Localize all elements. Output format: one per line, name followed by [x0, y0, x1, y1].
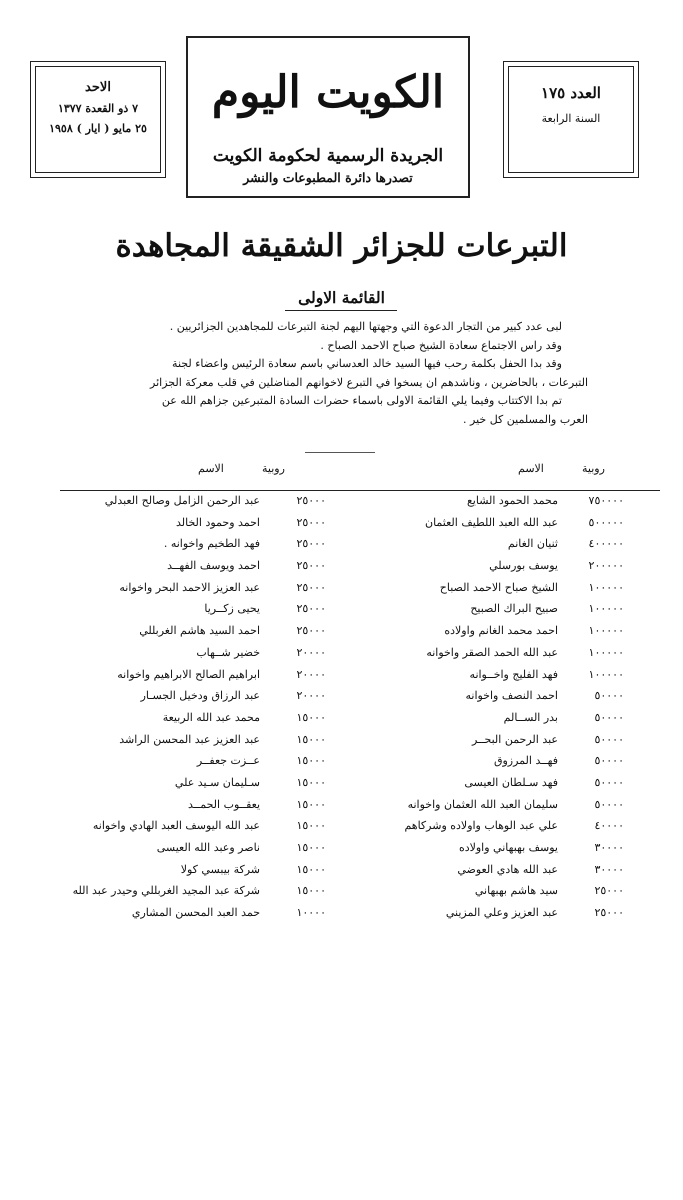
table-row	[60, 646, 326, 668]
donor-name: فهــد المرزوق	[493, 754, 558, 768]
donor-name: محمد عبد الله الربيعة	[162, 710, 260, 724]
donation-amount: ١٥٠٠٠	[296, 862, 326, 876]
table-row	[60, 494, 326, 516]
donor-name: عبد الله العبد اللطيف العثمان	[425, 515, 558, 529]
donor-name: عبد الله الحمد الصقر واخوانه	[426, 645, 558, 659]
table-row	[380, 906, 624, 928]
donor-name: فهد الطخيم واخوانه .	[163, 537, 260, 551]
donation-amount: ٢٥٠٠٠	[594, 906, 624, 920]
issue-year: السنة الرابعة	[541, 112, 601, 125]
donation-amount: ١٥٠٠٠	[296, 710, 326, 724]
donation-amount: ٥٠٠٠٠٠	[588, 515, 624, 529]
donor-list-right	[380, 494, 624, 928]
table-row	[60, 668, 326, 690]
donor-name: الشيخ صباح الاحمد الصباح	[439, 580, 558, 594]
donation-amount: ١٥٠٠٠	[296, 754, 326, 768]
donor-name: صبيح البراك الصبيح	[470, 602, 558, 616]
donor-name: فهد الفليج واخــوانه	[469, 667, 558, 681]
donor-name: يحيى زكــريا	[204, 602, 260, 616]
masthead-subtitle: الجريدة الرسمية لحكومة الكويت	[212, 146, 444, 166]
table-row	[60, 884, 326, 906]
donor-name: عبد العزيز الاحمد البحر واخوانه	[119, 580, 260, 594]
donation-amount: ١٥٠٠٠	[296, 884, 326, 898]
donor-name: عبد الله اليوسف العبد الهادي واخوانه	[92, 819, 260, 833]
newspaper-logo: الكويت اليوم	[211, 67, 445, 118]
donation-amount: ١٥٠٠٠	[296, 819, 326, 833]
table-row	[60, 754, 326, 776]
donation-amount: ١٠٠٠٠٠	[588, 624, 624, 638]
intro-line: تم بدا الاكتتاب وفيما يلي القائمة الاولى باسماء حضرات السادة المتبرعين جزاهم الله عن	[161, 394, 562, 408]
table-row	[380, 559, 624, 581]
table-row	[60, 733, 326, 755]
donor-name: سيد هاشم بهبهاني	[474, 884, 558, 898]
donor-name: شركة عبد المجيد الغربللي وحيدر عبد الله	[72, 884, 260, 898]
table-row	[60, 516, 326, 538]
donation-amount: ١٠٠٠٠٠	[588, 602, 624, 616]
masthead-publisher: تصدرها دائرة المطبوعات والنشر	[243, 170, 413, 185]
donation-amount: ٣٠٠٠٠	[594, 862, 624, 876]
intro-line: وقد بدا الحفل بكلمة رحب فيها السيد خالد العدساني باسم سعادة الرئيس واعضاء لجنة	[172, 357, 562, 371]
donation-amount: ٢٠٠٠٠	[296, 645, 326, 659]
donation-amount: ٢٥٠٠٠	[296, 559, 326, 573]
table-row	[380, 494, 624, 516]
donation-amount: ٤٠٠٠٠٠	[588, 537, 624, 551]
subheading: القائمة الاولى	[298, 288, 385, 307]
table-row	[60, 624, 326, 646]
donation-amount: ٢٥٠٠٠	[296, 624, 326, 638]
donation-amount: ٢٥٠٠٠	[296, 602, 326, 616]
donation-amount: ٢٥٠٠٠	[296, 537, 326, 551]
donation-amount: ٧٥٠٠٠٠	[588, 494, 624, 507]
table-row	[380, 624, 624, 646]
table-row	[380, 602, 624, 624]
donor-name: خضير شــهاب	[196, 645, 260, 659]
table-row	[60, 863, 326, 885]
donor-name: عبد الله هادي العوضي	[457, 862, 558, 876]
donation-amount: ٣٠٠٠٠	[594, 841, 624, 854]
donor-name: سـليمان سـيد علي	[174, 775, 260, 789]
masthead	[186, 36, 470, 198]
donation-amount: ٥٠٠٠٠	[594, 775, 624, 789]
name-header-left: الاسم	[198, 462, 224, 475]
headline: التبرعات للجزائر الشقيقة المجاهدة	[115, 228, 568, 264]
issue-box	[503, 61, 639, 178]
table-row	[60, 559, 326, 581]
table-row	[380, 581, 624, 603]
intro-line: العرب والمسلمين كل خير .	[463, 412, 588, 426]
intro-text	[104, 318, 588, 430]
table-row	[60, 602, 326, 624]
date-box	[30, 61, 166, 178]
donation-amount: ١٠٠٠٠٠	[588, 667, 624, 681]
table-row	[380, 668, 624, 690]
table-row	[380, 798, 624, 820]
donation-amount: ٢٠٠٠٠	[296, 667, 326, 681]
table-row	[60, 776, 326, 798]
donation-amount: ١٥٠٠٠	[296, 841, 326, 854]
table-row	[60, 689, 326, 711]
table-row	[380, 711, 624, 733]
donor-name: محمد الحمود الشايع	[466, 494, 558, 507]
issue-number: العدد ١٧٥	[541, 84, 601, 102]
table-row	[380, 754, 624, 776]
intro-line: لبى عدد كبير من التجار الدعوة التي وجهتها اليهم لجنة التبرعات للمجاهدين الجزائريين .	[169, 320, 562, 333]
table-row	[60, 906, 326, 928]
donor-name: ناصر وعبد الله العيسى	[156, 841, 260, 854]
donation-amount: ٢٥٠٠٠	[296, 580, 326, 594]
issue-day: الاحد	[85, 80, 111, 95]
hijri-date: ٧ ذو القعدة ١٣٧٧	[57, 102, 139, 115]
table-row	[60, 537, 326, 559]
donor-name: احمد النصف واخوانه	[465, 689, 558, 703]
table-row	[380, 516, 624, 538]
donation-amount: ١٥٠٠٠	[296, 797, 326, 811]
table-header-rule	[60, 490, 660, 491]
donor-name: عبد العزيز عبد المحسن الراشد	[119, 732, 260, 746]
donation-amount: ٢٥٠٠٠	[296, 494, 326, 507]
donor-name: عبد الرحمن البحــر	[471, 732, 558, 746]
table-row	[60, 798, 326, 820]
donation-amount: ٥٠٠٠٠	[594, 754, 624, 768]
table-row	[380, 537, 624, 559]
donor-name: عبد العزيز وعلي المزيني	[445, 906, 558, 920]
donor-name: شركة بيبسي كولا	[180, 862, 260, 876]
donor-name: فهد سـلطان العيسى	[464, 775, 558, 789]
donation-amount: ١٠٠٠٠٠	[588, 580, 624, 594]
donor-name: ابراهيم الصالح الابراهيم واخوانه	[117, 667, 260, 681]
donor-name: سليمان العبد الله العثمان واخوانه	[407, 797, 558, 811]
donation-amount: ٥٠٠٠٠	[594, 797, 624, 811]
table-row	[380, 819, 624, 841]
donor-name: احمد السيد هاشم الغربللي	[139, 624, 260, 638]
donation-amount: ١٥٠٠٠	[296, 775, 326, 789]
donation-amount: ١٠٠٠٠٠	[588, 645, 624, 659]
table-row	[60, 819, 326, 841]
donor-name: يوسف بهبهاني واولاده	[458, 841, 558, 854]
donation-amount: ١٠٠٠٠	[296, 906, 326, 920]
donor-name: عبد الرزاق ودخيل الجسـار	[140, 689, 260, 703]
intro-line: وقد راس الاجتماع سعادة الشيخ صباح الاحمد الصباح .	[320, 338, 562, 352]
table-row	[380, 841, 624, 863]
table-row	[380, 863, 624, 885]
donor-name: يعقــوب الحمــد	[188, 797, 260, 811]
table-row	[380, 689, 624, 711]
subheading-underline	[285, 310, 397, 311]
donor-name: احمد وحمود الخالد	[175, 515, 260, 529]
table-row	[380, 776, 624, 798]
donor-name: ثنيان الغانم	[507, 537, 558, 551]
donation-amount: ٢٥٠٠٠	[296, 515, 326, 529]
donation-amount: ٥٠٠٠٠	[594, 689, 624, 703]
table-row	[60, 711, 326, 733]
donation-amount: ٤٠٠٠٠	[594, 819, 624, 833]
section-divider	[305, 452, 375, 453]
donor-name: عبد الرحمن الزامل وصالح العبدلي	[104, 494, 260, 507]
donor-list-left	[60, 494, 326, 928]
donor-name: علي عبد الوهاب واولاده وشركاهم	[404, 819, 558, 833]
table-row	[380, 733, 624, 755]
donor-name: بدر الســالم	[503, 710, 558, 724]
intro-line: التبرعات ، بالحاضرين ، وناشدهم ان يسخوا في التبرع لاخوانهم المناضلين في قلب معركة الجزائر	[150, 375, 588, 389]
donation-amount: ٢٠٠٠٠	[296, 689, 326, 703]
table-row	[380, 884, 624, 906]
donor-name: عــزت جعفــر	[196, 754, 260, 768]
donation-amount: ١٥٠٠٠	[296, 732, 326, 746]
table-row	[60, 841, 326, 863]
amount-header-left: روبية	[262, 462, 285, 475]
name-header-right: الاسم	[518, 462, 544, 475]
amount-header-right: روبية	[582, 462, 605, 475]
table-row	[60, 581, 326, 603]
donation-amount: ٢٥٠٠٠	[594, 884, 624, 898]
donor-name: حمد العبد المحسن المشاري	[131, 906, 260, 920]
donation-amount: ٥٠٠٠٠	[594, 710, 624, 724]
donor-name: احمد ويوسف الفهــد	[167, 559, 260, 573]
donor-name: احمد محمد الغانم واولاده	[444, 624, 558, 638]
donor-name: يوسف بورسلي	[489, 559, 558, 573]
gregorian-date: ٢٥ مايو ( ايار ) ١٩٥٨	[49, 122, 147, 135]
donation-amount: ٢٠٠٠٠٠	[588, 559, 624, 573]
table-row	[380, 646, 624, 668]
donation-amount: ٥٠٠٠٠	[594, 732, 624, 746]
